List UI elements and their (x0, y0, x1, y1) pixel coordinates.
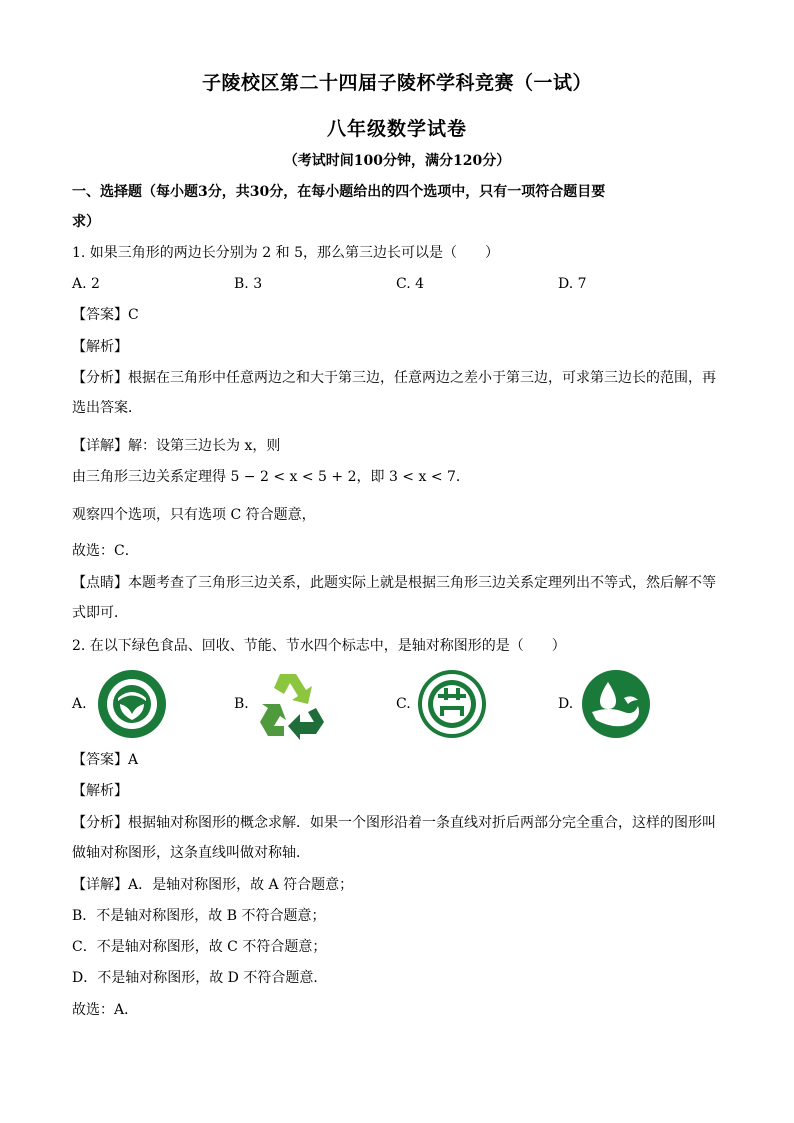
q2-detail-line4: D．不是轴对称图形，故 D 不符合题意． (72, 970, 328, 986)
question-1-stem: 1. 如果三角形的两边长分别为 2 和 5，那么第三边长可以是（ ） (72, 245, 499, 261)
q1-fenxi-line1: 【分析】根据在三角形中任意两边之和大于第三边，任意两边之差小于第三边，可求第三边长的范围，再 (72, 370, 716, 386)
exam-title: 子陵校区第二十四届子陵杯学科竞赛（一试） (201, 72, 592, 94)
q2-fenxi-line1: 【分析】根据轴对称图形的概念求解．如果一个图形沿着一条直线对折后两部分完全重合，这样的图形叫 (72, 815, 716, 831)
q1-detail-line1: 【详解】解：设第三边长为 x，则 (72, 438, 281, 454)
q1-comment-line1: 【点睛】本题考查了三角形三边关系，此题实际上就是根据三角形三边关系定理列出不等式，然后解不等 (72, 575, 716, 591)
section-heading: 一、选择题（每小题3分，共30分，在每小题给出的四个选项中，只有一项符合题目要 (72, 184, 606, 200)
q1-detail-line3: 观察四个选项，只有选项 C 符合题意， (72, 507, 316, 523)
question-2-stem: 2. 在以下绿色食品、回收、节能、节水四个标志中，是轴对称图形的是（ ） (72, 638, 566, 654)
green-food-logo-icon (96, 668, 168, 740)
energy-saving-logo-icon (416, 668, 488, 740)
q2-option-c-label: C. (396, 696, 411, 712)
q1-option-a: A. 2 (72, 276, 100, 292)
q1-option-d: D. 7 (558, 276, 587, 292)
q1-answer: 【答案】C (72, 307, 139, 323)
q1-option-c: C. 4 (396, 276, 425, 292)
q2-option-a-label: A. (72, 696, 87, 712)
q1-detail-line2: 由三角形三边关系定理得 5 − 2 < x < 5 + 2，即 3 < x < 7． (72, 469, 470, 485)
q2-option-d-label: D. (558, 696, 574, 712)
q2-answer: 【答案】A (72, 752, 139, 768)
q2-detail-line5: 故选：A． (72, 1002, 139, 1018)
q2-detail-line3: C．不是轴对称图形，故 C 不符合题意； (72, 939, 327, 955)
q1-option-b: B. 3 (234, 276, 263, 292)
q1-analysis-label: 【解析】 (72, 339, 128, 355)
water-saving-logo-icon (580, 668, 652, 740)
q2-fenxi-line2: 做轴对称图形，这条直线叫做对称轴． (72, 845, 310, 861)
q2-detail-line2: B．不是轴对称图形，故 B 不符合题意； (72, 908, 326, 924)
q2-option-b-label: B. (234, 696, 249, 712)
recycle-logo-icon (256, 668, 328, 740)
q1-fenxi-line2: 选出答案． (72, 400, 142, 416)
section-heading-cont: 求） (72, 214, 100, 230)
q2-detail-line1: 【详解】A．是轴对称图形，故 A 符合题意； (72, 877, 354, 893)
exam-info: （考试时间100分钟，满分120分） (283, 153, 511, 169)
q2-analysis-label: 【解析】 (72, 783, 128, 799)
q1-comment-line2: 式即可． (72, 605, 128, 621)
q1-detail-line4: 故选：C． (72, 543, 139, 559)
exam-subtitle: 八年级数学试卷 (326, 118, 467, 140)
